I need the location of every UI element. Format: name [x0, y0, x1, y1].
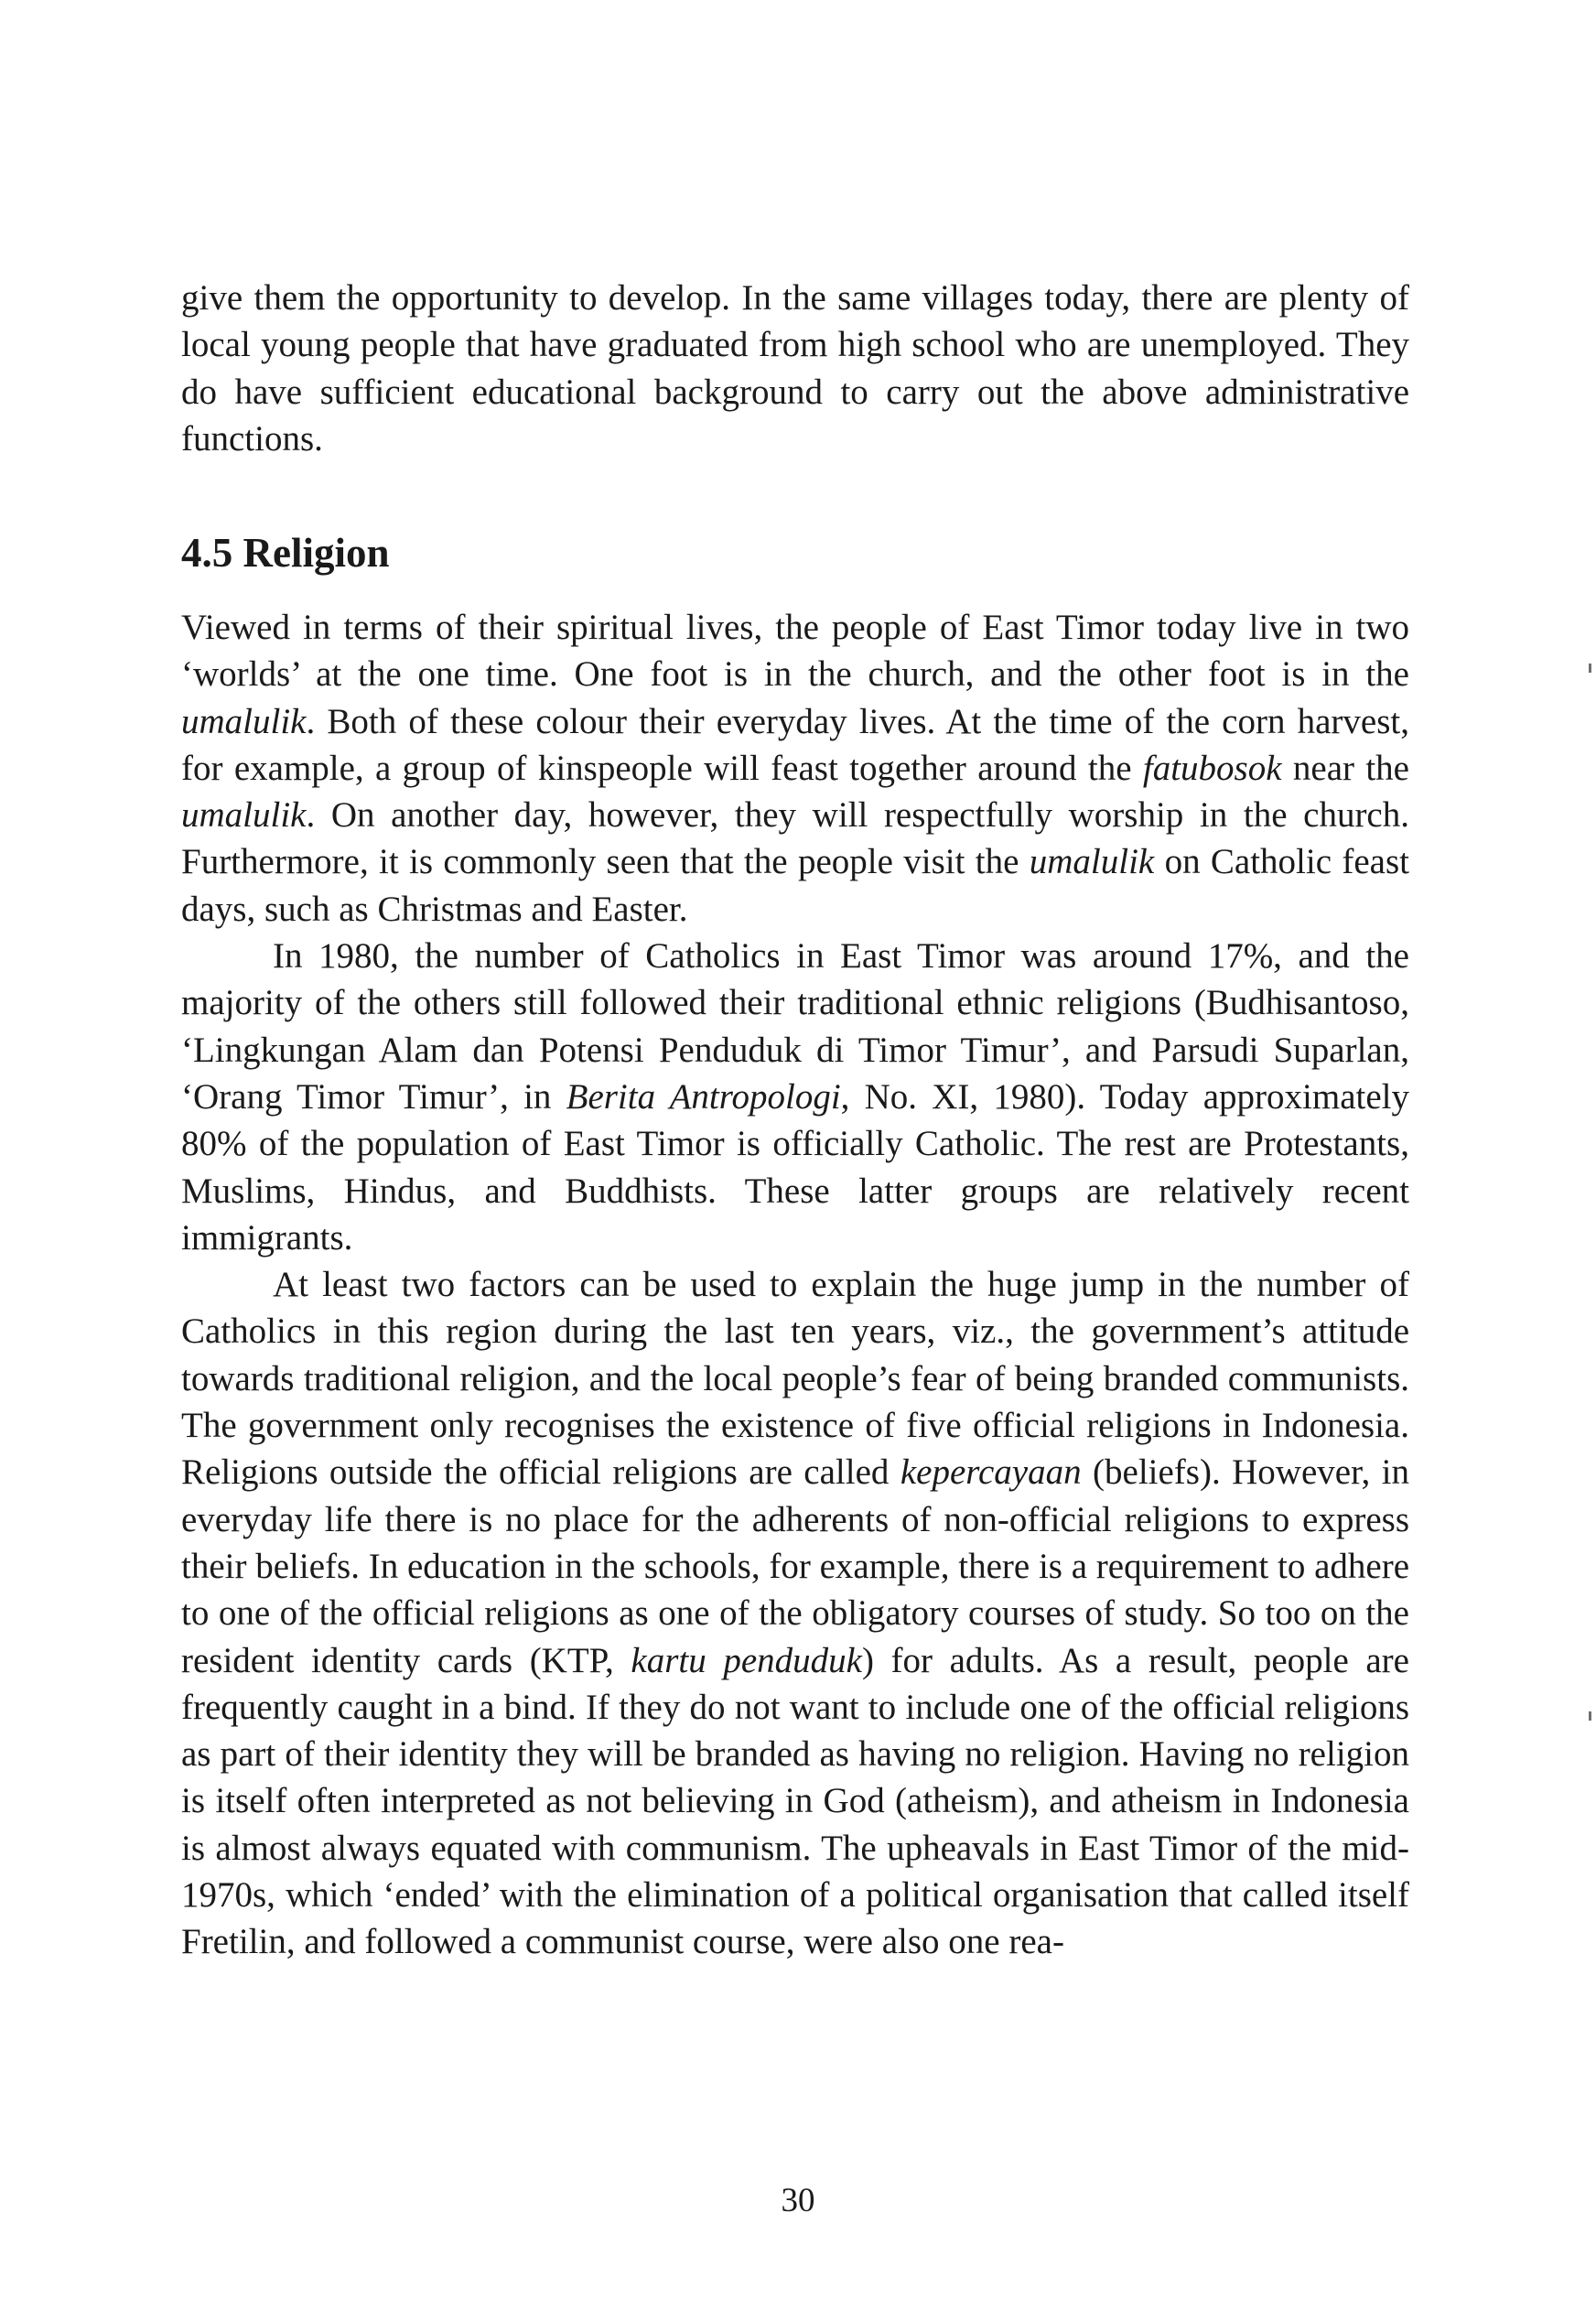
page-number: 30 [781, 2182, 815, 2219]
italic-term: umalulik [181, 701, 307, 741]
body-paragraph [181, 933, 1409, 1261]
text-run: In 1980, the number of Catholics in East Timor was around 17%, and the majority of the others still followed their traditional ethnic religions (Budhisantoso, ‘Lingkungan Alam dan Potensi Penduduk di Timor Timur’, and Parsudi Suparlan, ‘Orang Timor Timur’, in [181, 936, 1409, 1117]
margin-mark [1589, 664, 1591, 673]
section-heading: 4.5 Religion [181, 530, 390, 576]
text-run: , No. XI, 1980). Today approximately 80% of the population of East Timor is officially Catholic. The rest are Protestants, Muslims, Hindus, and Buddhists. These latter groups are relatively recent immigrants. [181, 1076, 1409, 1257]
text-run: (beliefs). However, in everyday life there is no place for the adherents of non-official religions to express their beliefs. In education in the schools, for example, there is a requirement to adhere to one of the official religions as one of the obligatory courses of study. So too on the resident identity cards (KTP, [181, 1452, 1410, 1680]
text-run: ) for adults. As a result, people are frequently caught in a bind. If they do not want to include one of the official religions as part of their identity they will be branded as having no religion. Having no religion is itself often interpreted as not believing in God (atheism), and atheism in Indonesia is almost always equated with communism. The upheavals in East Timor of the mid-1970s, which ‘ended’ with the elimination of a political organisation that called itself Fretilin, and followed a communist course, were also one rea- [181, 1640, 1409, 1962]
italic-term: Berita Antropologi [566, 1076, 841, 1117]
text-run: . Both of these colour their everyday lives. At the time of the corn harvest, for example, a group of kinspeople will feast together around the [181, 701, 1409, 788]
text-run: Viewed in terms of their spiritual lives, the people of East Timor today live in two ‘worlds’ at the one time. One foot is in the church, and the other foot is in the [181, 608, 1409, 695]
italic-term: fatubosok [1142, 748, 1282, 788]
intro-paragraph-text: give them the opportunity to develop. In the same villages today, there are plenty of local young people that have graduated from high school who are unemployed. They do have sufficient educational background to carry out the above administrative functions. [181, 278, 1409, 459]
intro-paragraph [181, 275, 1409, 462]
body-paragraph [181, 1261, 1409, 1965]
body-paragraph [181, 604, 1409, 933]
italic-term: umalulik [181, 795, 307, 836]
text-run: on Catholic feast days, such as Christmas and Easter. [181, 842, 1409, 929]
section-body [181, 604, 1409, 1966]
text-run: At least two factors can be used to explain the huge jump in the number of Catholics in this region during the last ten years, viz., the government’s attitude towards traditional religion, and the local people’s fear of being branded communists. The government only recognises the existence of five official religions in Indonesia. Religions outside the official religions are called [181, 1265, 1409, 1493]
margin-mark [1589, 1711, 1591, 1721]
italic-term: kartu penduduk [631, 1640, 862, 1680]
text-run: . On another day, however, they will respectfully worship in the church. Furthermore, it is commonly seen that the people visit the [181, 795, 1409, 882]
italic-term: umalulik [1029, 842, 1155, 882]
text-run: near the [1281, 748, 1409, 788]
italic-term: kepercayaan [900, 1452, 1082, 1493]
